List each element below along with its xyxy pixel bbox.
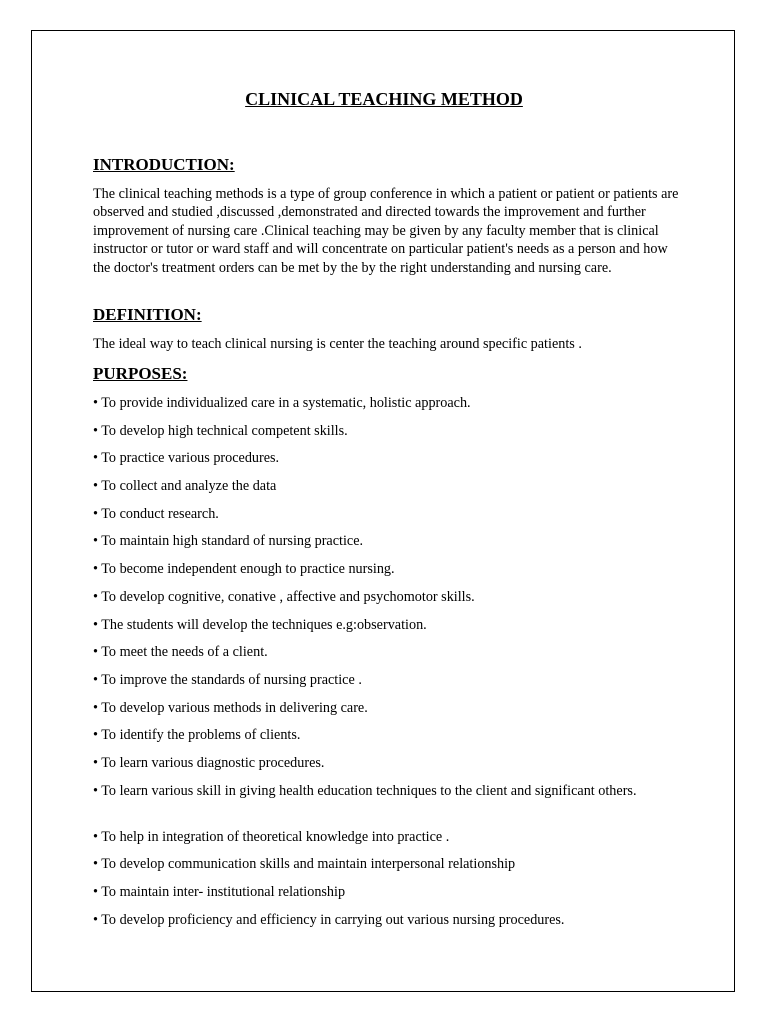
purpose-item: • To develop communication skills and maintain interpersonal relationship (93, 856, 516, 873)
purpose-item: • To conduct research. (93, 505, 219, 522)
introduction-heading: INTRODUCTION: (93, 155, 235, 174)
purpose-item: • To help in integration of theoretical knowledge into practice . (93, 828, 450, 845)
purpose-item: • To learn various diagnostic procedures. (93, 754, 325, 771)
purpose-item: • To maintain high standard of nursing practice. (93, 533, 364, 550)
purpose-item: • To meet the needs of a client. (93, 644, 268, 661)
purpose-item: • To improve the standards of nursing practice . (93, 671, 362, 688)
purposes-heading: PURPOSES: (93, 364, 188, 383)
purpose-item: • To develop proficiency and efficiency in carrying out various nursing procedures. (93, 911, 565, 928)
purpose-item: • To become independent enough to practice nursing. (93, 561, 395, 578)
document-title: CLINICAL TEACHING METHOD (245, 89, 523, 109)
purpose-item: • The students will develop the techniques e.g:observation. (93, 616, 427, 633)
purpose-item: • To practice various procedures. (93, 450, 280, 467)
purpose-item: • To develop cognitive, conative , affective and psychomotor skills. (93, 588, 475, 605)
purpose-item: • To identify the problems of clients. (93, 727, 301, 744)
purposes-list (93, 394, 683, 938)
definition-paragraph: The ideal way to teach clinical nursing is center the teaching around specific patients . (93, 336, 582, 352)
purpose-item: • To develop high technical competent skills. (93, 422, 348, 439)
purpose-item: • To maintain inter- institutional relationship (93, 884, 346, 900)
definition-heading: DEFINITION: (93, 305, 202, 324)
purpose-item: • To learn various skill in giving health education techniques to the client and significant others. (93, 782, 637, 799)
purpose-item: • To develop various methods in delivering care. (93, 699, 368, 716)
introduction-paragraph: The clinical teaching methods is a type of group conference in which a patient or patient or patients are observed and studied ,discussed ,demonstrated and directed towards the improvement and further improvement of nursing care .Clinical teaching may be given by any faculty member that is clinical instructor or tutor or ward staff and will concentrate on particular patient's needs as a person and how the doctor's treatment orders can be met by the by the right understanding and nursing care. (93, 186, 679, 276)
purpose-item: • To provide individualized care in a systematic, holistic approach. (93, 395, 471, 411)
purpose-item: • To collect and analyze the data (93, 478, 277, 495)
